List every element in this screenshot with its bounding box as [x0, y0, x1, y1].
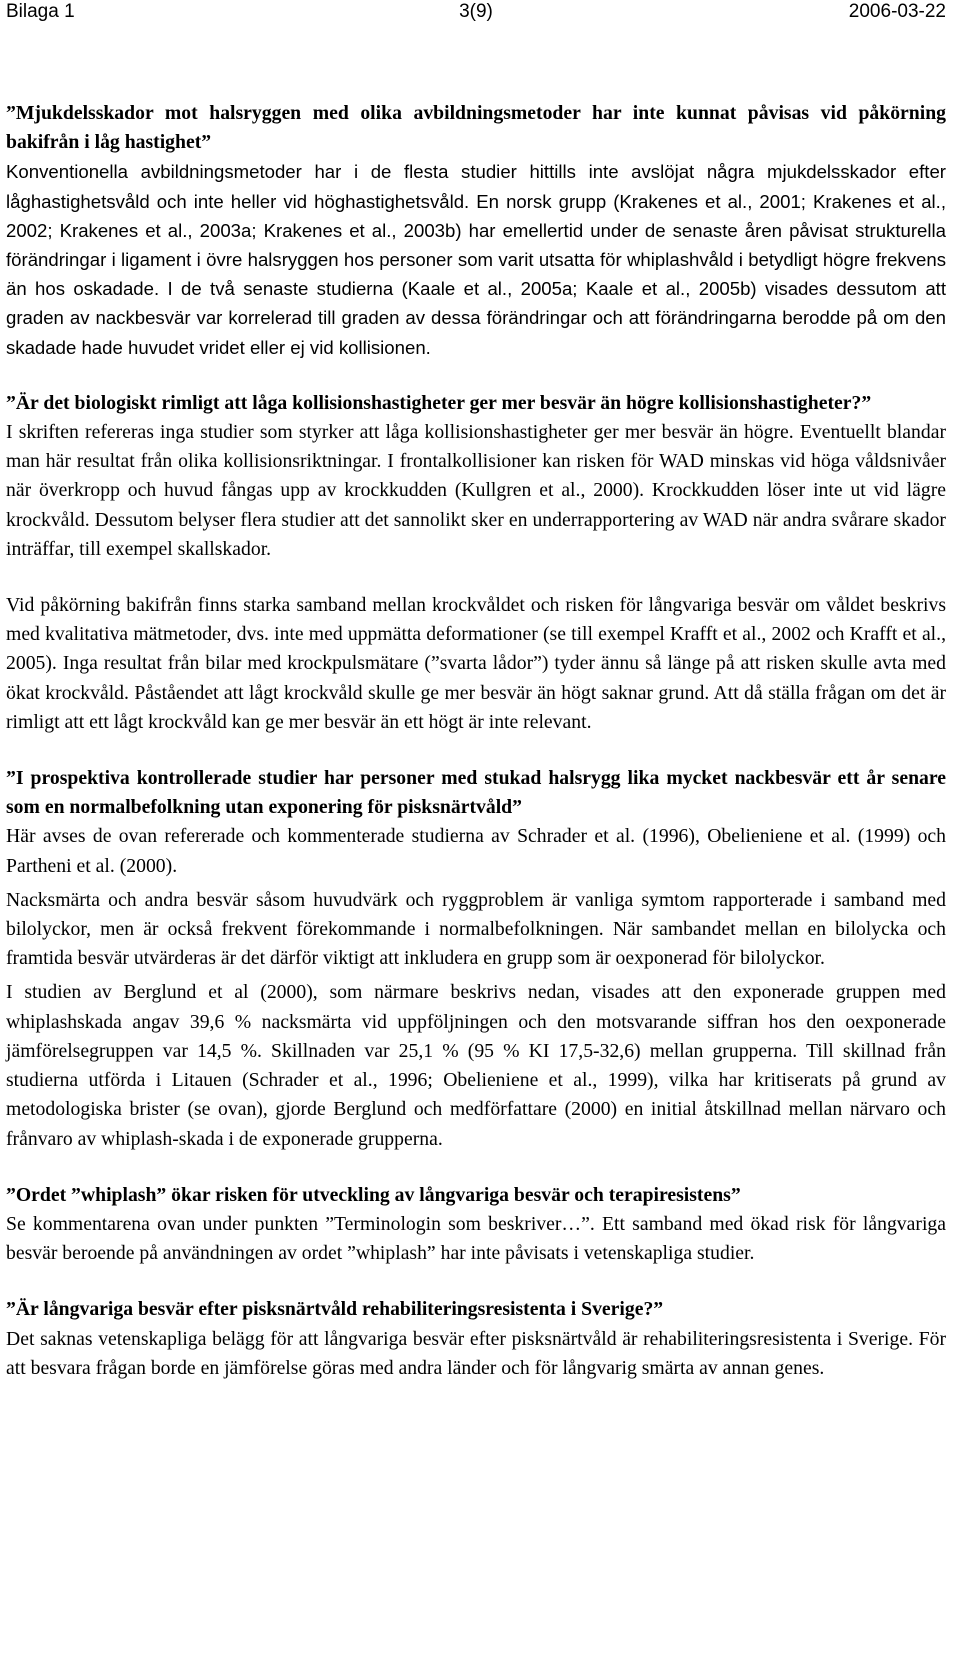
section-heading-prospective-studies: ”I prospektiva kontrollerade studier har personer med stukad halsrygg lika mycket nackbesvär ett år senare som en normalbefolkning utan exponering för pisksnärtvåld” [6, 767, 946, 819]
header-date: 2006-03-22 [848, 1, 946, 22]
page-header [6, 0, 946, 24]
document-body [6, 99, 946, 1383]
paragraph: Det saknas vetenskapliga belägg för att långvariga besvär efter pisksnärtvåld är rehabiliteringsresistenta i Sverige. För att besvara frågan borde en jämförelse göras med andra länder och för långvarig smärta av annan genes. [6, 1327, 946, 1379]
paragraph: Här avses de ovan refererade och kommenterade studierna av Schrader et al. (1996), Obelieniene et al. (1999) och Partheni et al. (2000). [6, 825, 946, 877]
paragraph: Se kommentarena ovan under punkten ”Terminologin som beskriver…”. Ett samband med ökad risk för långvariga besvär beroende på användningen av ordet ”whiplash” har inte påvisats i vetenskapliga studier. [6, 1212, 946, 1265]
paragraph: Vid påkörning bakifrån finns starka samband mellan krockvåldet och risken för långvariga besvär om våldet beskrivs med kvalitativa mätmetoder, dvs. inte med uppmätta deformationer (se till exempel Krafft et al., 2002 och Krafft et al., 2005). Inga resultat från bilar med krockpulsmätare (”svarta lådor”) tyder ännu så länge på att risken skulle avta med ökat krockvåld. Påståendet att lågt krockvåld skulle ge mer besvär än högt saknar grund. Att då ställa frågan om det är rimligt att ett lågt krockvåld kan ge mer besvär än ett högt är inte relevant. [6, 594, 946, 733]
paragraph: Konventionella avbildningsmetoder har i de flesta studier hittills inte avslöjat några mjukdelsskador efter låghastighetsvåld och inte heller vid höghastighetsvåld. En norsk grupp (Krakenes et al., 2001; Krakenes et al., 2002; Krakenes et al., 2003a; Krakenes et al., 2003b) har emellertid under de senaste åren påvisat strukturella förändringar i ligament i övre halsryggen hos personer som varit utsatta för whiplashvåld i betydligt högre frekvens än hos oskadade. I de två senaste studierna (Kaale et al., 2005a; Kaale et al., 2005b) visades dessutom att graden av nackbesvär var korrelerad till graden av dessa förändringar och att förändringarna berodde på om den skadade hade huvudet vridet eller ej vid kollisionen. [6, 161, 946, 358]
section-heading-word-whiplash: ”Ordet ”whiplash” ökar risken för utveckling av långvariga besvär och terapiresistens” [6, 1183, 741, 1206]
section-heading-rehabilitation: ”Är långvariga besvär efter pisksnärtvåld rehabiliteringsresistenta i Sverige?” [6, 1298, 664, 1321]
section-heading-soft-tissue: ”Mjukdelsskador mot halsryggen med olika avbildningsmetoder har inte kunnat påvisas vid påkörning bakifrån i låg hastighet” [6, 102, 946, 154]
paragraph: I skriften refereras inga studier som styrker att låga kollisionshastigheter ger mer besvär än högre. Eventuellt blandar man här resultat från olika kollisionsriktningar. I frontalkollisioner kan risken för WAD minskas vid höga våldsnivåer när överkropp och huvud fångas upp av krockkudden (Kullgren et al., 2000). Krockkudden löser inte ut vid lägre krockvåld. Dessutom belyser flera studier att det sannolikt sker en underrapportering av WAD när andra svårare skador inträffar, till exempel skallskador. [6, 421, 946, 560]
header-attachment-label: Bilaga 1 [6, 1, 75, 22]
paragraph: I studien av Berglund et al (2000), som närmare beskrivs nedan, visades att den exponerade gruppen med whiplashskada angav 39,6 % nacksmärta vid uppföljningen och den motsvarande siffran hos den oexponerade jämförelsegruppen var 14,5 %. Skillnaden var 25,1 % (95 % KI 17,5-32,6) mellan grupperna. Till skillnad från studierna utförda i Litauen (Schrader et al., 1996; Obelieniene et al., 1999), vilka har kritiserats på grund av metodologiska brister (se ovan), gjorde Berglund och medförfattare (2000) en initial åtskillnad mellan närvaro och frånvaro av whiplash-skada i de exponerade grupperna. [6, 981, 946, 1150]
section-heading-biological-plausibility: ”Är det biologiskt rimligt att låga kollisionshastigheter ger mer besvär än högre kollisionshastigheter?” [6, 391, 872, 414]
paragraph: Nacksmärta och andra besvär såsom huvudvärk och ryggproblem är vanliga symtom rapporterade i samband med bilolyckor, men är också frekvent förekommande i normalbefolkningen. När sambandet mellan en bilolycka och framtida besvär utvärderas är det därför viktigt att inkludera en grupp som är oexponerad för bilolyckor. [6, 888, 946, 970]
header-page-number: 3(9) [459, 1, 493, 22]
